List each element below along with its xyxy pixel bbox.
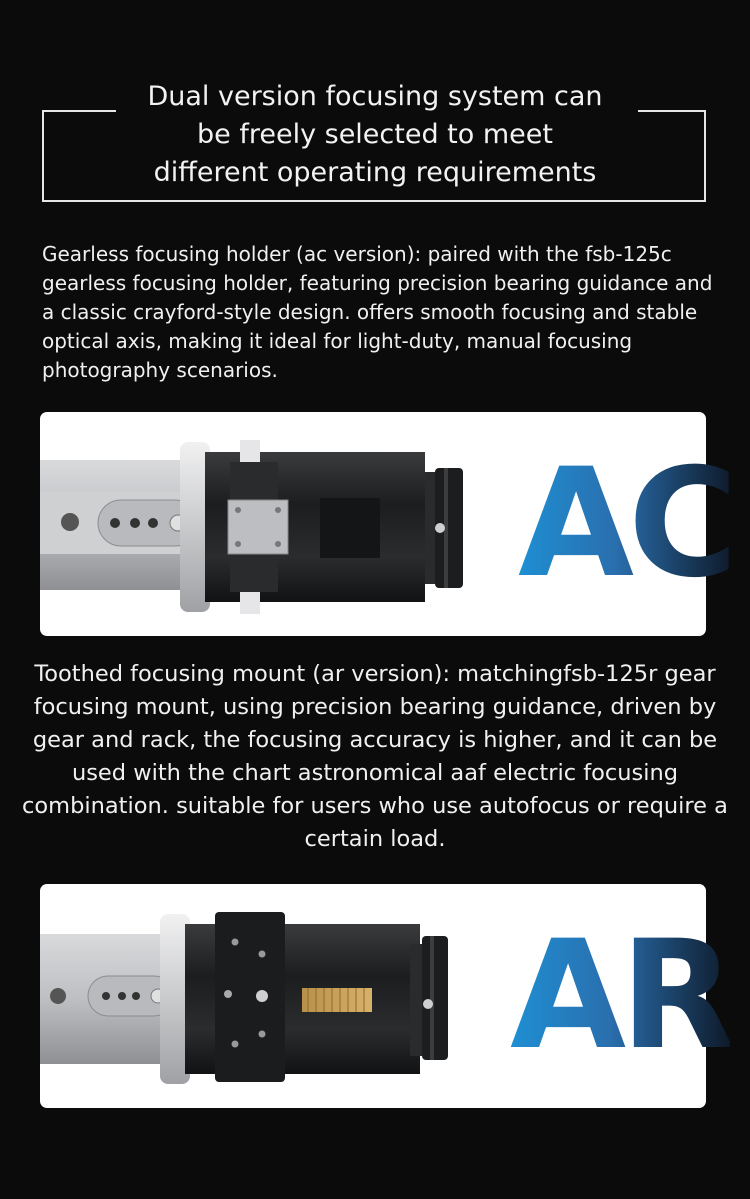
title-line-3: different operating requirements xyxy=(153,157,597,188)
frame-line xyxy=(704,110,706,202)
ac-version-mark: AC xyxy=(518,412,732,636)
ar-version-mark: AR xyxy=(510,884,730,1108)
frame-line xyxy=(42,110,44,202)
title-line-1: Dual version focusing system can xyxy=(147,81,603,112)
ar-description: Toothed focusing mount (ar version): matchingfsb-125r gear focusing mount, using precision bearing guidance, driven by gear and rack, the focusing accuracy is higher, and it can be used with the chart astronomical aaf electric focusing combination. suitable for users who use autofocus or require a certain load. xyxy=(22,661,728,852)
title-line-2: be freely selected to meet xyxy=(197,119,553,150)
frame-line xyxy=(42,200,706,202)
page-title xyxy=(110,78,640,192)
ar-product-image xyxy=(40,884,730,1108)
frame-line xyxy=(638,110,706,112)
ac-description: Gearless focusing holder (ac version): paired with the fsb-125c gearless focusing holder, featuring precision bearing guidance and a classic crayford-style design. offers smooth focusing and stable optical axis, making it ideal for light-duty, manual focusing photography scenarios. xyxy=(42,242,713,382)
frame-line xyxy=(42,110,116,112)
ac-product-image xyxy=(40,412,733,636)
